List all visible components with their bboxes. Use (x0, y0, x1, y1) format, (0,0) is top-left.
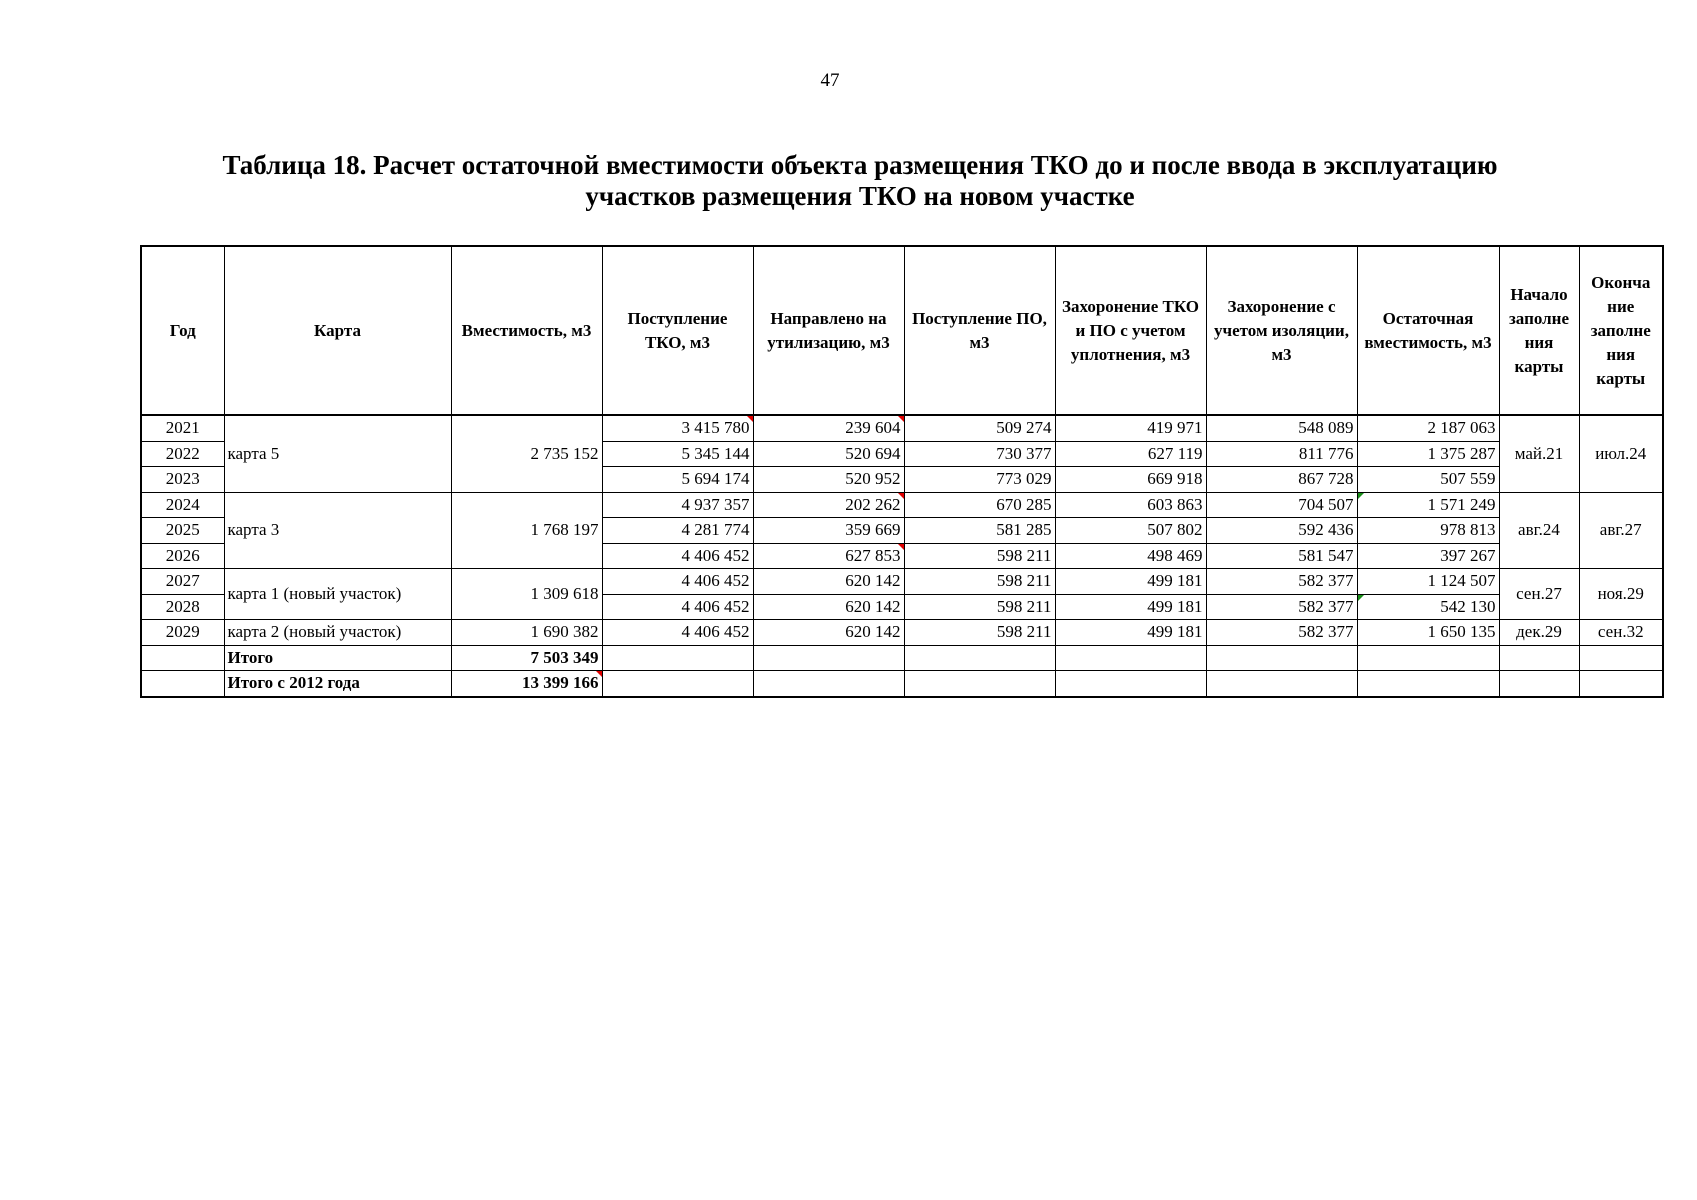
cell-burial-isolation: 582 377 (1206, 620, 1357, 646)
cell-map: карта 2 (новый участок) (224, 620, 451, 646)
cell-empty (904, 671, 1055, 697)
cell-empty (1055, 671, 1206, 697)
cell-recycled: 202 262 (753, 492, 904, 518)
header-burial-compact: Захоронение ТКО и ПО с учетом уплотнения, м3 (1055, 246, 1206, 415)
cell-empty (141, 671, 224, 697)
header-recycled: Направлено на утилизацию, м3 (753, 246, 904, 415)
cell-year: 2029 (141, 620, 224, 646)
header-tko-in: Поступление ТКО, м3 (602, 246, 753, 415)
total-since-2012-value: 13 399 166 (451, 671, 602, 697)
cell-residual: 1 571 249 (1357, 492, 1499, 518)
cell-burial-compact: 419 971 (1055, 415, 1206, 441)
cell-capacity: 1 309 618 (451, 569, 602, 620)
cell-po: 598 211 (904, 620, 1055, 646)
cell-capacity: 1 690 382 (451, 620, 602, 646)
page-number: 47 (820, 70, 840, 91)
cell-tko: 5 694 174 (602, 467, 753, 493)
cell-recycled: 620 142 (753, 620, 904, 646)
cell-year: 2021 (141, 415, 224, 441)
header-residual: Остаточная вместимость, м3 (1357, 246, 1499, 415)
cell-map: карта 1 (новый участок) (224, 569, 451, 620)
cell-residual: 1 650 135 (1357, 620, 1499, 646)
cell-po: 509 274 (904, 415, 1055, 441)
cell-tko: 4 406 452 (602, 594, 753, 620)
cell-start: авг.24 (1499, 492, 1579, 569)
cell-burial-compact: 499 181 (1055, 620, 1206, 646)
cell-burial-isolation: 704 507 (1206, 492, 1357, 518)
cell-residual: 978 813 (1357, 518, 1499, 544)
cell-map: карта 5 (224, 415, 451, 492)
total-label: Итого (224, 645, 451, 671)
cell-burial-isolation: 592 436 (1206, 518, 1357, 544)
header-capacity: Вместимость, м3 (451, 246, 602, 415)
cell-empty (753, 671, 904, 697)
cell-burial-compact: 499 181 (1055, 569, 1206, 595)
cell-year: 2024 (141, 492, 224, 518)
cell-empty (1357, 645, 1499, 671)
header-row (141, 246, 1663, 415)
capacity-table (140, 245, 1664, 698)
header-map: Карта (224, 246, 451, 415)
cell-burial-isolation: 548 089 (1206, 415, 1357, 441)
cell-end: июл.24 (1579, 415, 1663, 492)
cell-empty (1499, 645, 1579, 671)
cell-residual: 1 124 507 (1357, 569, 1499, 595)
cell-tko: 4 406 452 (602, 569, 753, 595)
cell-empty (602, 645, 753, 671)
cell-burial-compact: 507 802 (1055, 518, 1206, 544)
cell-residual: 507 559 (1357, 467, 1499, 493)
cell-empty (1206, 645, 1357, 671)
cell-tko: 4 281 774 (602, 518, 753, 544)
header-start: Начало заполне ния карты (1499, 246, 1579, 415)
cell-recycled: 239 604 (753, 415, 904, 441)
table-row (141, 569, 1663, 595)
cell-burial-isolation: 581 547 (1206, 543, 1357, 569)
cell-burial-compact: 498 469 (1055, 543, 1206, 569)
cell-empty (904, 645, 1055, 671)
cell-recycled: 520 952 (753, 467, 904, 493)
cell-recycled: 627 853 (753, 543, 904, 569)
cell-empty (141, 645, 224, 671)
cell-po: 598 211 (904, 569, 1055, 595)
total-row (141, 645, 1663, 671)
total-since-2012-label: Итого с 2012 года (224, 671, 451, 697)
cell-year: 2022 (141, 441, 224, 467)
cell-map: карта 3 (224, 492, 451, 569)
cell-end: сен.32 (1579, 620, 1663, 646)
cell-burial-isolation: 811 776 (1206, 441, 1357, 467)
cell-empty (753, 645, 904, 671)
cell-year: 2025 (141, 518, 224, 544)
cell-capacity: 1 768 197 (451, 492, 602, 569)
cell-tko: 4 937 357 (602, 492, 753, 518)
cell-year: 2026 (141, 543, 224, 569)
cell-po: 670 285 (904, 492, 1055, 518)
cell-empty (1579, 645, 1663, 671)
table-row (141, 620, 1663, 646)
cell-capacity: 2 735 152 (451, 415, 602, 492)
cell-residual: 397 267 (1357, 543, 1499, 569)
table-row (141, 492, 1663, 518)
table-row (141, 415, 1663, 441)
cell-start: май.21 (1499, 415, 1579, 492)
cell-burial-compact: 627 119 (1055, 441, 1206, 467)
cell-recycled: 359 669 (753, 518, 904, 544)
cell-empty (1579, 671, 1663, 697)
cell-burial-isolation: 582 377 (1206, 594, 1357, 620)
cell-year: 2028 (141, 594, 224, 620)
header-burial-isolation: Захоронение с учетом изоляции, м3 (1206, 246, 1357, 415)
table-title (150, 150, 1570, 212)
total-value: 7 503 349 (451, 645, 602, 671)
cell-po: 581 285 (904, 518, 1055, 544)
cell-year: 2027 (141, 569, 224, 595)
header-year: Год (141, 246, 224, 415)
cell-tko: 5 345 144 (602, 441, 753, 467)
cell-empty (1357, 671, 1499, 697)
cell-po: 773 029 (904, 467, 1055, 493)
cell-start: сен.27 (1499, 569, 1579, 620)
cell-residual: 2 187 063 (1357, 415, 1499, 441)
header-po-in: Поступление ПО, м3 (904, 246, 1055, 415)
cell-empty (602, 671, 753, 697)
cell-recycled: 620 142 (753, 569, 904, 595)
table-title-line-2: участков размещения ТКО на новом участке (585, 181, 1135, 211)
total-since-2012-row (141, 671, 1663, 697)
cell-burial-compact: 499 181 (1055, 594, 1206, 620)
cell-start: дек.29 (1499, 620, 1579, 646)
cell-po: 730 377 (904, 441, 1055, 467)
cell-residual: 1 375 287 (1357, 441, 1499, 467)
cell-empty (1055, 645, 1206, 671)
cell-residual: 542 130 (1357, 594, 1499, 620)
cell-po: 598 211 (904, 543, 1055, 569)
cell-po: 598 211 (904, 594, 1055, 620)
cell-empty (1206, 671, 1357, 697)
cell-burial-compact: 603 863 (1055, 492, 1206, 518)
cell-recycled: 620 142 (753, 594, 904, 620)
cell-end: ноя.29 (1579, 569, 1663, 620)
cell-burial-compact: 669 918 (1055, 467, 1206, 493)
cell-end: авг.27 (1579, 492, 1663, 569)
cell-burial-isolation: 582 377 (1206, 569, 1357, 595)
cell-tko: 4 406 452 (602, 620, 753, 646)
header-end: Оконча ние заполне ния карты (1579, 246, 1663, 415)
cell-recycled: 520 694 (753, 441, 904, 467)
cell-tko: 4 406 452 (602, 543, 753, 569)
table-title-line-1: Таблица 18. Расчет остаточной вместимости объекта размещения ТКО до и после ввода в эксплуатацию (222, 150, 1498, 180)
cell-empty (1499, 671, 1579, 697)
cell-burial-isolation: 867 728 (1206, 467, 1357, 493)
cell-tko: 3 415 780 (602, 415, 753, 441)
cell-year: 2023 (141, 467, 224, 493)
